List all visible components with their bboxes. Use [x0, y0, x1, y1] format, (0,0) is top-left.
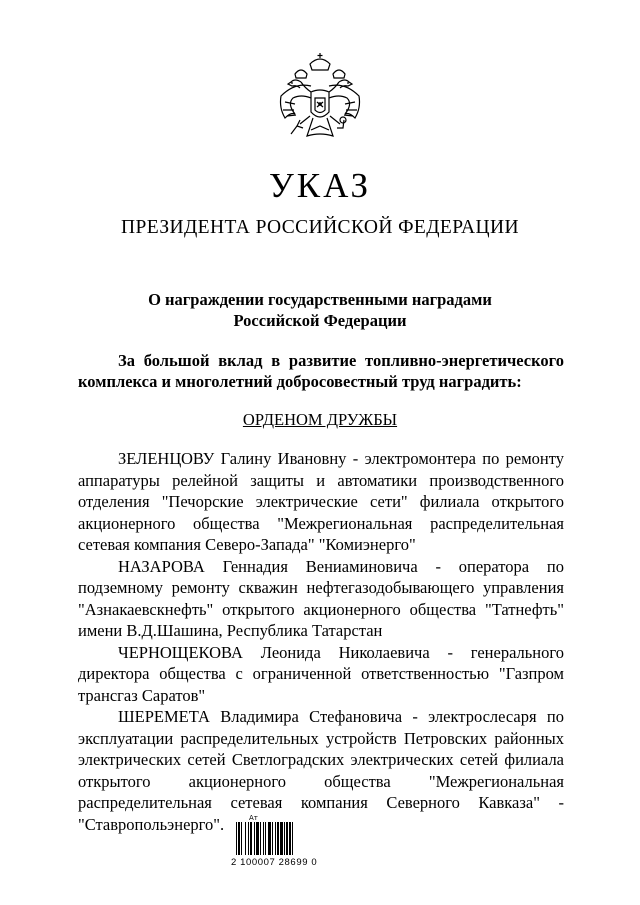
barcode-bar: [254, 822, 255, 855]
decree-heading: [0, 289, 640, 331]
barcode-bar: [265, 822, 266, 855]
stamp-glyph: Ат: [249, 814, 258, 822]
awardee-description: - генерального директора общества с ограниченной ответственностью "Газпром трансгаз Саратов": [78, 642, 564, 705]
barcode-bar: [241, 822, 242, 855]
barcode-bar: [236, 822, 237, 855]
barcode-bar: [284, 822, 285, 855]
awardee-description: - электромонтера по ремонту аппаратуры релейной защиты и автоматики производственного отделения "Печорские электрические сети" филиала открытого акционерного общества "Межрегиональная распределительная сетевая компания Северо-Запада" "Комиэнерго": [78, 449, 565, 554]
barcode-bar: [268, 822, 271, 855]
awardee-description: - электрослесаря по эксплуатации распределительных устройств Петровских районных электрических сетей Светлоградских электрических сетей филиала открытого акционерного общества "Межрегиональная распределительная сетевая компания Северного Кавказа" - "Ставропольэнерго".: [78, 707, 564, 834]
barcode-number: 2 100007 28699 0: [231, 857, 318, 868]
barcode-bar: [286, 822, 288, 855]
barcode-bar: [260, 822, 261, 855]
barcode-bar: [292, 822, 293, 855]
barcode-icon: [236, 822, 320, 855]
award-order-name: ОРДЕНОМ ДРУЖБЫ: [242, 410, 398, 429]
barcode-bar: [250, 822, 252, 855]
barcode-bar: [256, 822, 259, 855]
awardee-entry: [78, 706, 564, 835]
decree-intro-paragraph: За большой вклад в развитие топливно-энергетического комплекса и многолетний добросовестный труд наградить:: [78, 351, 564, 391]
awardee-entry: [78, 556, 564, 642]
awardee-name: ЧЕРНОЩЕКОВА Леонида Николаевича: [118, 642, 430, 662]
barcode-bar: [277, 822, 279, 855]
awardee-description: - оператора по подземному ремонту скважин нефтегазодобывающего управления "Азнакаевскнефть" открытого акционерного общества "Татнефть" имени В.Д.Шашина, Республика Татарстан: [78, 556, 564, 640]
barcode-bar: [245, 822, 246, 855]
awardee-entry: [78, 448, 564, 556]
coat-of-arms-icon: [273, 52, 367, 148]
decree-heading-line-1: О награждении государственными наградами: [148, 290, 492, 309]
awardee-name: ШЕРЕМЕТА Владимира Стефановича: [118, 707, 403, 726]
barcode-bar: [238, 822, 240, 855]
document-subtitle: ПРЕЗИДЕНТА РОССИЙСКОЙ ФЕДЕРАЦИИ: [121, 217, 519, 238]
awardee-entry: [78, 642, 564, 707]
document-title: УКАЗ: [268, 166, 372, 205]
awardee-name: НАЗАРОВА Геннадия Вениаминовича: [118, 556, 418, 576]
barcode-bar: [275, 822, 276, 855]
awardee-list: [78, 448, 564, 835]
barcode-bar: [272, 822, 273, 855]
barcode-bar: [280, 822, 283, 855]
barcode-bar: [289, 822, 291, 855]
barcode-bar: [263, 822, 264, 855]
decree-heading-line-2: Российской Федерации: [233, 311, 407, 330]
barcode-bar: [248, 822, 249, 855]
awardee-name: ЗЕЛЕНЦОВУ Галину Ивановну: [118, 449, 347, 468]
